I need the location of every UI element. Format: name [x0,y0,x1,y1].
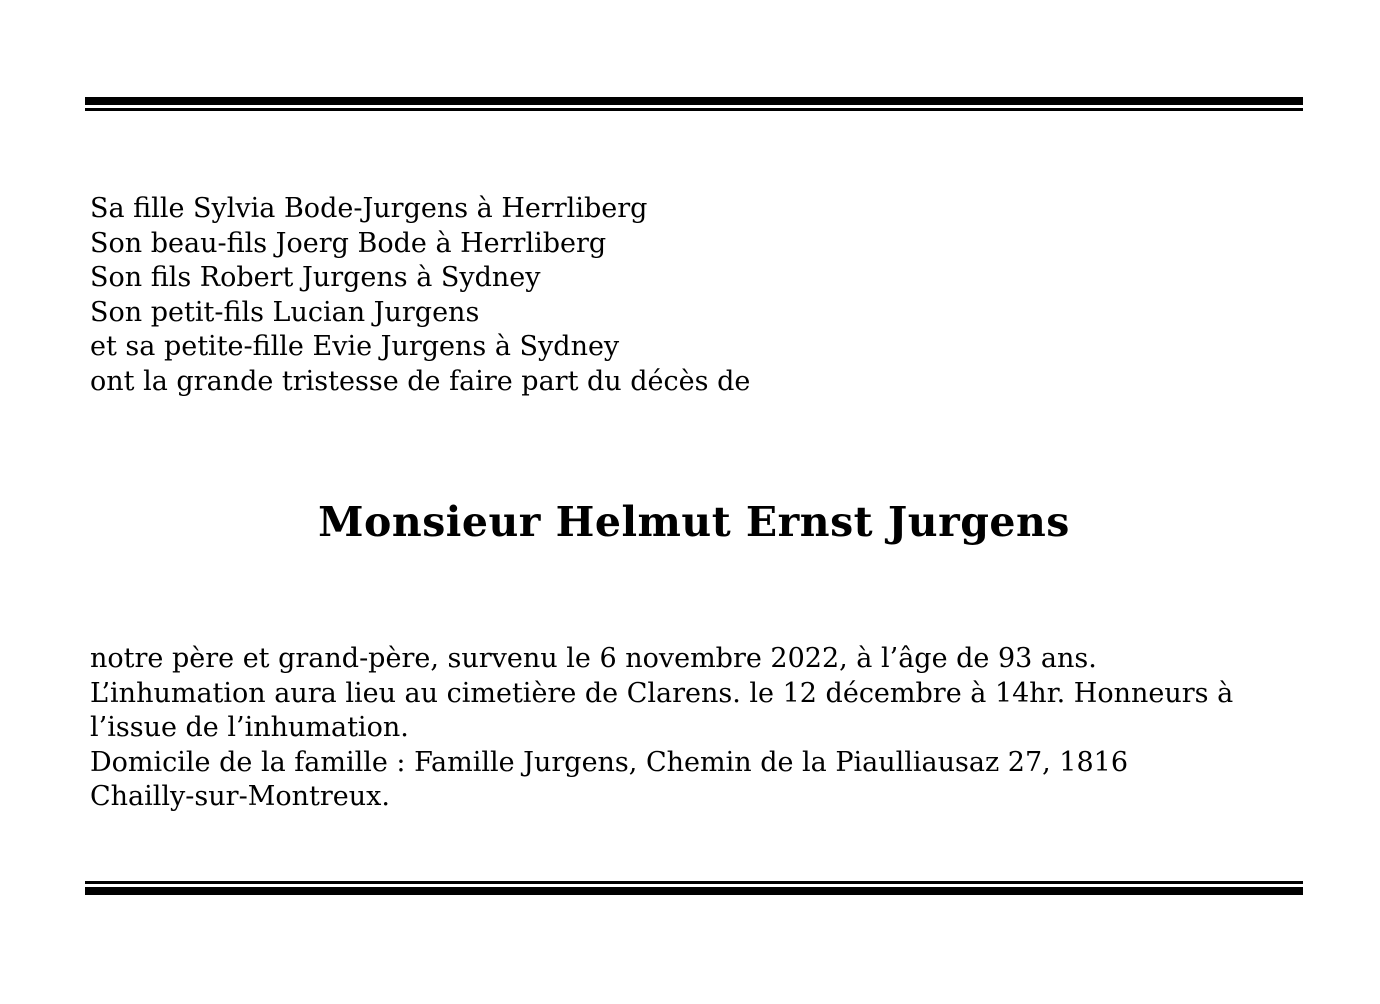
intro-line: Sa fille Sylvia Bode-Jurgens à Herrliberg [90,193,648,224]
announcement-content [85,0,1303,895]
intro-line: ont la grande tristesse de faire part du décès de [90,365,751,397]
body-line: Domicile de la famille : Famille Jurgens, Chemin de la Piaulliausaz 27, 1816 [90,746,1129,778]
family-intro-block [90,192,1303,399]
top-double-rule [85,97,1303,111]
intro-line: Son petit-fils Lucian Jurgens [90,296,480,328]
body-line: l’issue de l’inhumation. [90,712,409,743]
top-rule-thin-bar [85,108,1303,111]
intro-line: Son beau-fils Joerg Bode à Herrliberg [90,227,607,259]
intro-line: et sa petite-fille Evie Jurgens à Sydney [90,331,620,362]
bottom-rule-thick-bar [85,887,1303,895]
intro-line: Son fils Robert Jurgens à Sydney [90,262,541,293]
top-rule-thick-bar [85,97,1303,105]
body-line: notre père et grand-père, survenu le 6 novembre 2022, à l’âge de 93 ans. [90,643,1097,674]
deceased-name-title: Monsieur Helmut Ernst Jurgens [318,498,1070,546]
body-line: L’inhumation aura lieu au cimetière de Clarens. le 12 décembre à 14hr. Honneurs à [90,677,1234,709]
body-line: Chailly-sur-Montreux. [90,781,390,812]
bottom-double-rule [85,881,1303,895]
announcement-body-block [90,642,1303,815]
